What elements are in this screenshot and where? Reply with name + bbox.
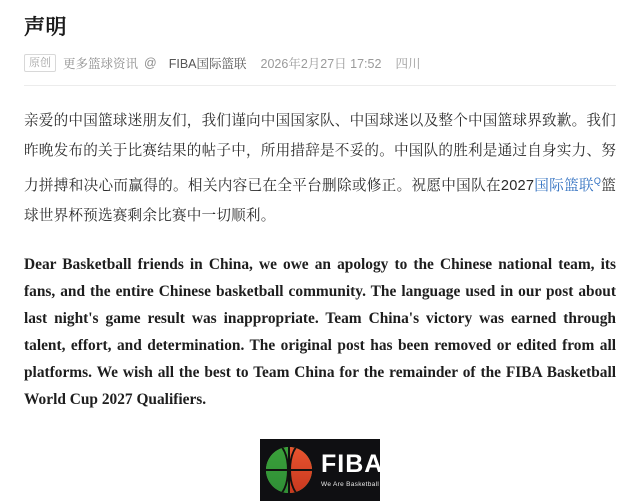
fiba-logo bbox=[260, 439, 384, 501]
fiba-link[interactable] bbox=[534, 178, 601, 194]
english-statement-paragraph: Dear Basketball friends in China, we owe an apology to the Chinese national team, its fans, and the entire Chinese basketball community. The language used in our post about last night's game result was inappropriate. Team China's victory was earned through talent, effort, and determination. The original post has been removed or edited from all platforms. We wish all the best to Team China for the remainder of the FIBA Basketball World Cup 2027 Qualifiers. bbox=[24, 256, 616, 409]
fiba-logo-container bbox=[24, 439, 616, 501]
page-title: 声明 bbox=[24, 16, 67, 39]
article-meta bbox=[24, 54, 616, 72]
publish-region: 四川 bbox=[395, 57, 421, 72]
publish-date: 2026年2月27日 17:52 bbox=[260, 57, 382, 72]
fiba-link-superscript: Q bbox=[593, 176, 602, 187]
chinese-text-part2: 篮球世界杯预选赛剩余比赛中一切顺利。 bbox=[24, 178, 616, 225]
header-divider bbox=[24, 85, 616, 86]
fiba-tagline: We Are Basketball bbox=[321, 480, 380, 488]
chinese-statement-paragraph bbox=[24, 106, 616, 231]
fiba-link-label: 国际篮联 bbox=[534, 178, 594, 195]
basketball-icon bbox=[266, 447, 312, 493]
author-name[interactable]: 更多篮球资讯 bbox=[63, 57, 139, 72]
at-symbol: @ bbox=[144, 56, 157, 71]
source-account[interactable]: FIBA国际篮联 bbox=[168, 57, 247, 72]
chinese-text-part1: 亲爱的中国篮球迷朋友们，我们谨向中国国家队、中国球迷以及整个中国篮球界致歉。我们昨晚发布的关于比赛结果的帖子中，所用措辞是不妥的。中国队的胜利是通过自身实力、努力拼搏和决心而赢得的。相关内容已在全平台删除或修正。祝愿中国队在2027 bbox=[24, 113, 616, 195]
original-badge: 原创 bbox=[24, 54, 56, 72]
fiba-logo-text bbox=[321, 449, 384, 489]
fiba-wordmark: FIBA bbox=[321, 449, 384, 478]
